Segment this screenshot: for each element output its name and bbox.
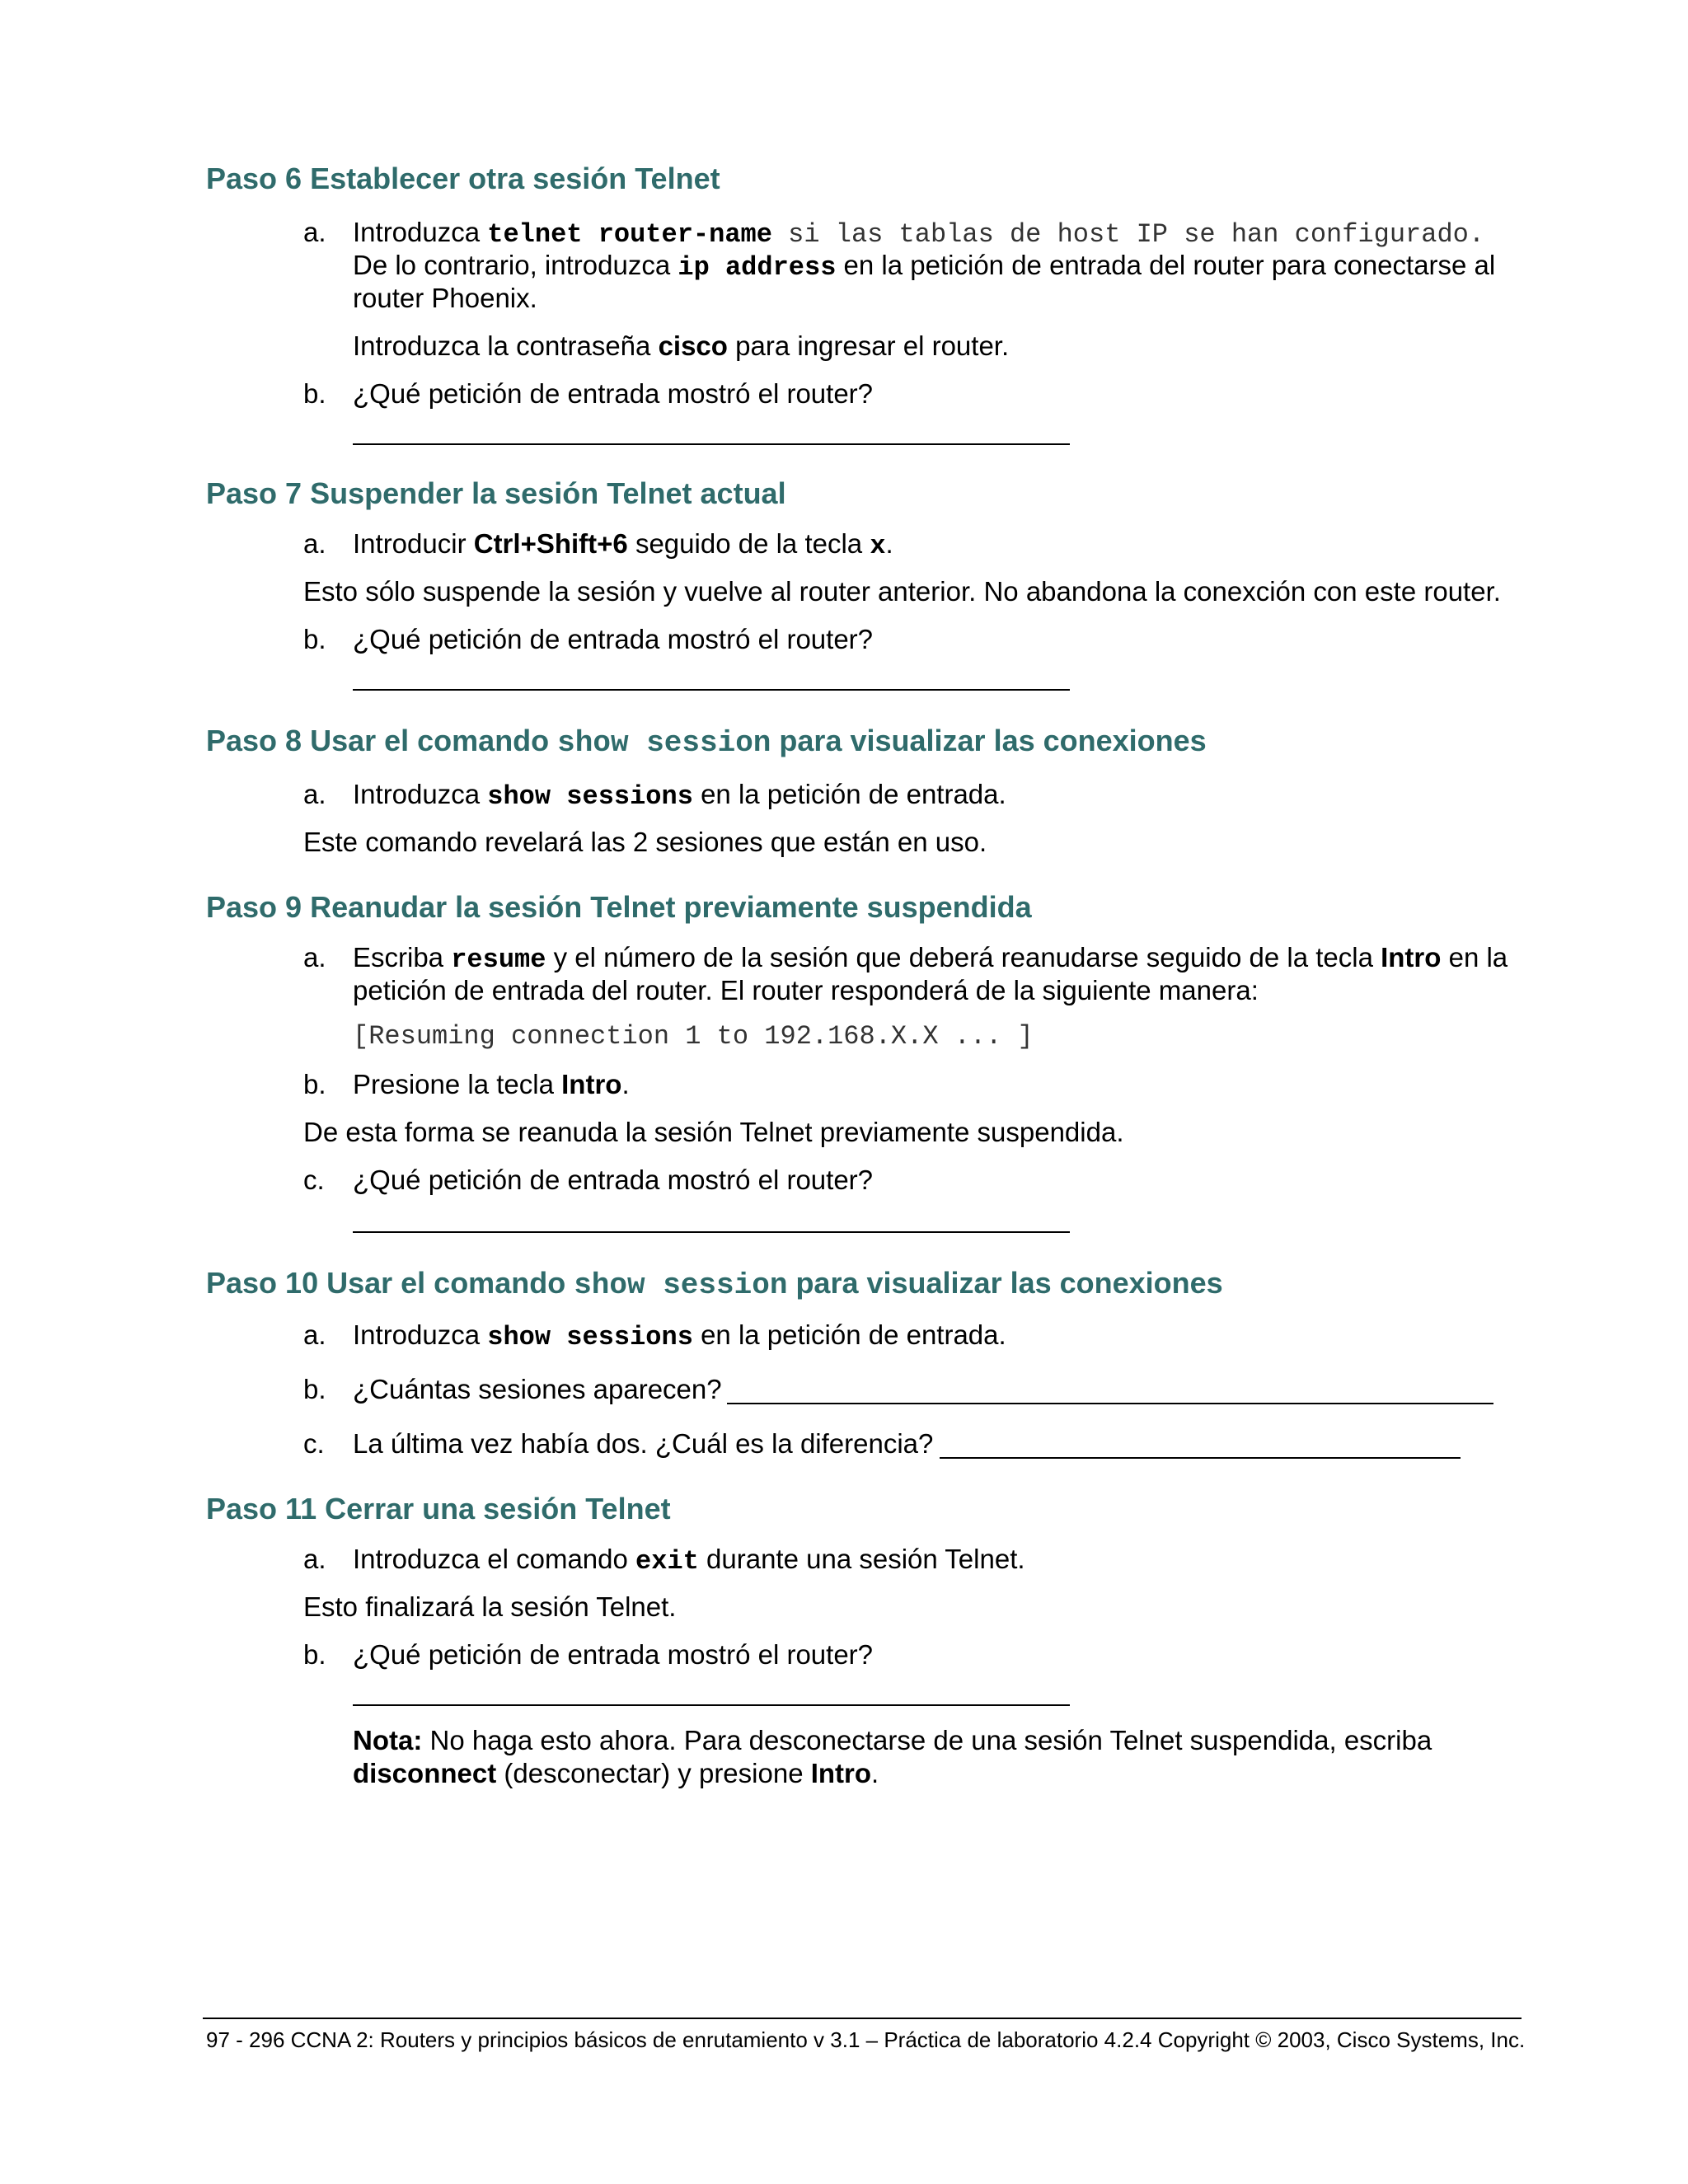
- step-6-a-line2: [353, 249, 1495, 284]
- step-7-b-label: b.: [303, 624, 326, 654]
- step-9-note: De esta forma se reanuda la sesión Telnet previamente suspendida.: [303, 1117, 1124, 1147]
- step-6-a-line3: router Phoenix.: [353, 283, 537, 313]
- text: y el número de la sesión que deberá reanudarse seguido de la tecla: [546, 942, 1381, 972]
- step-6-b-question: ¿Qué petición de entrada mostró el router?: [353, 378, 874, 409]
- text: Escriba: [353, 942, 452, 972]
- heading-code: show session: [557, 726, 771, 760]
- text: Presione la tecla: [353, 1069, 562, 1099]
- text: No haga esto ahora. Para desconectarse de una sesión Telnet suspendida, escriba: [422, 1725, 1432, 1755]
- step-11-nota-line1: [353, 1724, 1432, 1757]
- step-6-answer-line[interactable]: [353, 443, 1070, 445]
- step-9-a-line2: petición de entrada del router. El router responderá de la siguiente manera:: [353, 975, 1259, 1005]
- text: .: [885, 528, 893, 559]
- step-6-a-text: [353, 216, 1484, 251]
- heading-text: para visualizar las conexiones: [787, 1266, 1223, 1300]
- step-7-b-question: ¿Qué petición de entrada mostró el router?: [353, 624, 874, 654]
- heading-text: Paso 8 Usar el comando: [206, 724, 558, 757]
- text: en la: [1441, 942, 1508, 972]
- text: en la petición de entrada.: [692, 1319, 1006, 1350]
- step-9-a-label: a.: [303, 942, 326, 972]
- step-9-c-question: ¿Qué petición de entrada mostró el router?: [353, 1165, 874, 1195]
- command-code: show sessions: [487, 781, 693, 812]
- text: para ingresar el router.: [727, 330, 1010, 361]
- step-6-b-label: b.: [303, 378, 326, 409]
- step-8-a-text: [353, 778, 1006, 813]
- step-10-heading: [206, 1266, 1223, 1302]
- step-11-note: Esto finalizará la sesión Telnet.: [303, 1591, 677, 1622]
- text: Introduzca: [353, 1319, 488, 1350]
- step-11-a-label: a.: [303, 1544, 326, 1574]
- step-9-b-label: b.: [303, 1069, 326, 1099]
- step-6-a-label: a.: [303, 217, 326, 247]
- text: De lo contrario, introduzca: [353, 250, 678, 280]
- text: durante una sesión Telnet.: [698, 1544, 1025, 1574]
- text: en la petición de entrada del router para conectarse al: [836, 250, 1496, 280]
- command-code: ip address: [678, 252, 837, 283]
- footer-rule: [203, 2018, 1522, 2019]
- step-10-c-label: c.: [303, 1428, 325, 1459]
- command-code: exit: [635, 1546, 699, 1577]
- bold-text: cisco: [658, 330, 728, 361]
- text: .: [621, 1069, 630, 1099]
- text: en la petición de entrada.: [692, 779, 1006, 809]
- mono-text: si las tablas de host IP se han configurado.: [771, 219, 1485, 250]
- bold-text: Intro: [810, 1758, 872, 1788]
- step-9-router-output: [Resuming connection 1 to 192.168.X.X ... ]: [353, 1021, 1034, 1052]
- heading-text: para visualizar las conexiones: [771, 724, 1207, 757]
- bold-text: Intro: [561, 1069, 622, 1099]
- step-11-b-label: b.: [303, 1639, 326, 1670]
- key-combo: Ctrl+Shift+6: [473, 528, 628, 559]
- step-7-heading: Paso 7 Suspender la sesión Telnet actual: [206, 476, 786, 510]
- bold-text: Intro: [1381, 942, 1442, 972]
- step-10-a-text: [353, 1319, 1006, 1354]
- command-code: telnet router-name: [487, 219, 772, 250]
- text: Introduzca: [353, 779, 488, 809]
- heading-code: show session: [574, 1268, 788, 1302]
- text: .: [871, 1758, 879, 1788]
- step-10-b-label: b.: [303, 1374, 326, 1404]
- step-8-a-label: a.: [303, 779, 326, 809]
- step-7-a-label: a.: [303, 528, 326, 559]
- step-9-answer-line[interactable]: [353, 1231, 1070, 1233]
- text: seguido de la tecla: [627, 528, 870, 559]
- bold-text: disconnect: [353, 1758, 497, 1788]
- step-9-a-text: [353, 941, 1507, 977]
- step-10-b-answer-line[interactable]: [727, 1403, 1493, 1404]
- step-11-heading: Paso 11 Cerrar una sesión Telnet: [206, 1492, 671, 1526]
- step-9-c-label: c.: [303, 1165, 325, 1195]
- step-11-a-text: [353, 1543, 1025, 1578]
- step-10-a-label: a.: [303, 1319, 326, 1350]
- text: Introduzca: [353, 217, 488, 247]
- nota-label: Nota:: [353, 1725, 423, 1755]
- step-10-c-answer-line[interactable]: [940, 1457, 1461, 1459]
- command-code: resume: [451, 944, 546, 975]
- step-7-answer-line[interactable]: [353, 689, 1070, 691]
- step-11-b-question: ¿Qué petición de entrada mostró el router?: [353, 1639, 874, 1670]
- step-10-c-question: La última vez había dos. ¿Cuál es la diferencia?: [353, 1428, 934, 1459]
- step-6-password: [353, 330, 1009, 363]
- step-8-note: Este comando revelará las 2 sesiones que están en uso.: [303, 827, 987, 857]
- text: (desconectar) y presione: [496, 1758, 811, 1788]
- heading-text: Paso 10 Usar el comando: [206, 1266, 574, 1300]
- step-9-b-text: [353, 1068, 630, 1101]
- command-code: x: [870, 531, 886, 561]
- step-9-heading: Paso 9 Reanudar la sesión Telnet previamente suspendida: [206, 890, 1032, 924]
- text: Introducir: [353, 528, 474, 559]
- step-8-heading: [206, 724, 1207, 760]
- step-7-note: Esto sólo suspende la sesión y vuelve al router anterior. No abandona la conexción con este router.: [303, 576, 1501, 607]
- step-10-b-question: ¿Cuántas sesiones aparecen?: [353, 1374, 722, 1404]
- step-6-heading: Paso 6 Establecer otra sesión Telnet: [206, 162, 720, 195]
- step-7-a-text: [353, 527, 893, 563]
- command-code: show sessions: [487, 1322, 693, 1352]
- step-11-nota-line2: [353, 1757, 879, 1790]
- step-11-answer-line[interactable]: [353, 1704, 1070, 1706]
- page-footer: 97 - 296 CCNA 2: Routers y principios básicos de enrutamiento v 3.1 – Práctica de laboratorio 4.2.4 Copyright © 2003, Cisco Systems, Inc.: [206, 2027, 1526, 2052]
- text: Introduzca la contraseña: [353, 330, 659, 361]
- text: Introduzca el comando: [353, 1544, 636, 1574]
